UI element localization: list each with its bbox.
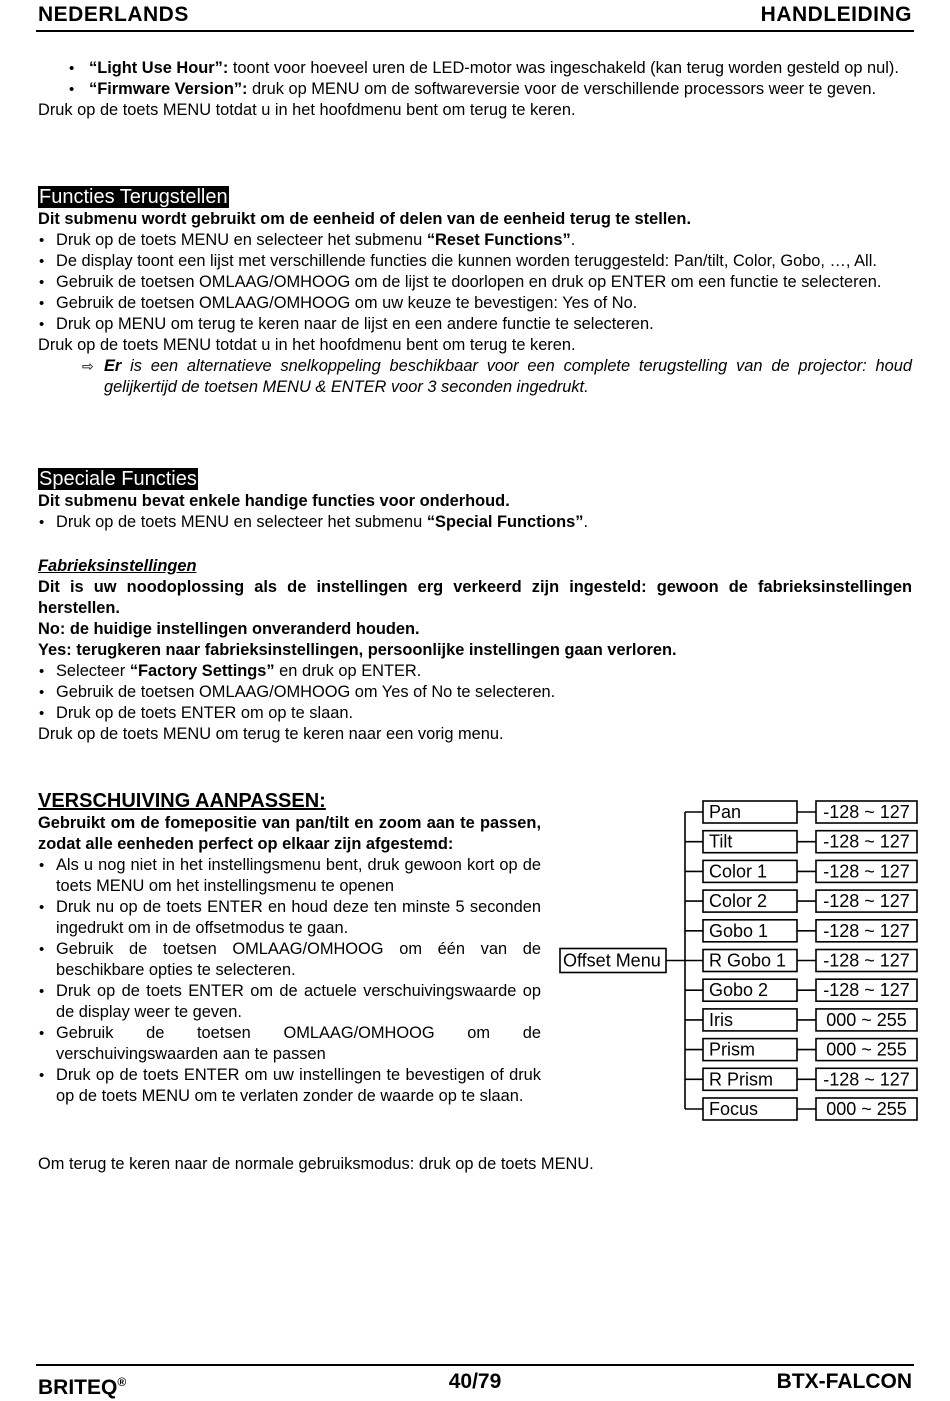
range-label: 000 ~ 255 [826, 1099, 907, 1119]
list-item: • Gebruik de toetsen OMLAAG/OMHOOG om Yes of No te selecteren. [38, 682, 912, 703]
list-item: • Druk op MENU om terug te keren naar de lijst en een andere functie te selecteren. [38, 314, 912, 335]
range-label: -128 ~ 127 [823, 861, 910, 882]
header-right: HANDLEIDING [760, 3, 912, 26]
footer-brand: BRITEQ® [38, 1375, 127, 1399]
section-title-special: Speciale Functies [39, 468, 197, 490]
list-item: • Druk op de toets ENTER om op te slaan. [38, 703, 912, 724]
range-label: 000 ~ 255 [826, 1039, 907, 1060]
item-label: Color 1 [709, 861, 768, 882]
item-label: R Prism [709, 1069, 773, 1090]
offset-menu-diagram [558, 798, 920, 1128]
list-item: • De display toont een lijst met verschillende functies die kunnen worden teruggesteld: Pan/tilt, Color, Gobo, …, All. [38, 251, 912, 272]
factory-no: No: de huidige instellingen onveranderd houden. [38, 620, 420, 638]
list-item: • Druk op de toets MENU en selecteer het submenu “Special Functions”. [38, 512, 912, 533]
list-item: • Druk op de toets ENTER om uw instellingen te bevestigen of druk op de toets MENU om te verlaten zonder de waarde op te slaan. [38, 1065, 541, 1107]
arrow-right-icon: ⇨ [82, 358, 94, 374]
factory-intro: Dit is uw noodoplossing als de instellingen erg verkeerd zijn ingesteld: gewoon de fabrieksinstellingen herstellen. [38, 578, 912, 617]
item-label: Pan [709, 802, 742, 822]
range-label: -128 ~ 127 [823, 950, 910, 971]
back-instruction: Druk op de toets MENU om terug te keren naar een vorig menu. [38, 725, 504, 743]
offset-back-instruction: Om terug te keren naar de normale gebruiksmodus: druk op de toets MENU. [38, 1155, 594, 1173]
footer-model: BTX-FALCON [776, 1370, 912, 1393]
intro-section [38, 58, 912, 121]
shortcut-note: ⇨ Er is een alternatieve snelkoppeling beschikbaar voor een complete terugstelling van de projector: houd gelijkertijd de toetsen MENU & ENTER voor 3 seconden ingedrukt. [82, 357, 912, 396]
list-item: • Gebruik de toetsen OMLAAG/OMHOOG om één van de beschikbare opties te selecteren. [38, 939, 541, 981]
list-item: • Selecteer “Factory Settings” en druk op ENTER. [38, 661, 912, 682]
root-label: Offset Menu [563, 950, 661, 971]
section-title-reset: Functies Terugstellen [39, 186, 228, 208]
item-label: Gobo 2 [709, 980, 769, 1001]
range-label: -128 ~ 127 [823, 891, 910, 912]
reset-section [38, 186, 912, 398]
offset-intro: Gebruikt om de fomepositie van pan/tilt en zoom aan te passen, zodat alle eenheden perfect op elkaar zijn afgestemd: [38, 814, 541, 853]
list-item: • Druk nu op de toets ENTER en houd deze ten minste 5 seconden ingedrukt om in de offsetmodus te gaan. [38, 897, 541, 939]
item-label: Iris [709, 1009, 733, 1030]
offset-bullet-list [38, 855, 541, 1107]
list-item: • Druk op de toets MENU en selecteer het submenu “Reset Functions”. [38, 230, 912, 251]
header-rule [36, 30, 914, 32]
list-item: • “Light Use Hour”: toont voor hoeveel uren de LED-motor was ingeschakeld (kan terug worden gesteld op nul). [38, 58, 912, 79]
footer-rule [36, 1364, 914, 1366]
list-item: • Als u nog niet in het instellingsmenu bent, druk gewoon kort op de toets MENU om het instellingsmenu te openen [38, 855, 541, 897]
range-label: -128 ~ 127 [823, 980, 910, 1001]
item-label: Prism [709, 1039, 755, 1060]
list-item: • Gebruik de toetsen OMLAAG/OMHOOG om uw keuze te bevestigen: Yes of No. [38, 293, 912, 314]
item-label: Focus [709, 1099, 759, 1119]
factory-section [38, 556, 912, 745]
range-label: -128 ~ 127 [823, 920, 910, 941]
range-label: -128 ~ 127 [823, 802, 910, 822]
range-label: 000 ~ 255 [826, 1009, 907, 1030]
factory-heading: Fabrieksinstellingen [38, 557, 197, 575]
back-instruction: Druk op de toets MENU totdat u in het hoofdmenu bent om terug te keren. [38, 101, 576, 119]
list-item: • Gebruik de toetsen OMLAAG/OMHOOG om de verschuivingswaarden aan te passen [38, 1023, 541, 1065]
list-item: • Druk op de toets ENTER om de actuele verschuivingswaarde op de display weer te geven. [38, 981, 541, 1023]
item-label: Color 2 [709, 891, 768, 912]
special-section [38, 468, 912, 533]
back-instruction: Druk op de toets MENU totdat u in het hoofdmenu bent om terug te keren. [38, 336, 576, 354]
item-label: Tilt [709, 831, 733, 852]
footer-page-number: 40/79 [448, 1370, 502, 1393]
offset-section [38, 789, 541, 1107]
range-label: -128 ~ 127 [823, 1069, 910, 1090]
header-left: NEDERLANDS [38, 3, 189, 26]
item-label: Gobo 1 [709, 920, 769, 941]
list-item: • “Firmware Version”: druk op MENU om de softwareversie voor de verschillende processors weer te geven. [38, 79, 912, 100]
section-subtitle: Dit submenu wordt gebruikt om de eenheid of delen van de eenheid terug te stellen. [38, 210, 691, 228]
section-subtitle: Dit submenu bevat enkele handige functies voor onderhoud. [38, 492, 510, 510]
factory-yes: Yes: terugkeren naar fabrieksinstellingen, persoonlijke instellingen gaan verloren. [38, 641, 677, 659]
list-item: • Gebruik de toetsen OMLAAG/OMHOOG om de lijst te doorlopen en druk op ENTER om een functie te selecteren. [38, 272, 912, 293]
offset-title: VERSCHUIVING AANPASSEN: [38, 790, 326, 812]
item-label: R Gobo 1 [709, 950, 787, 971]
range-label: -128 ~ 127 [823, 831, 910, 852]
